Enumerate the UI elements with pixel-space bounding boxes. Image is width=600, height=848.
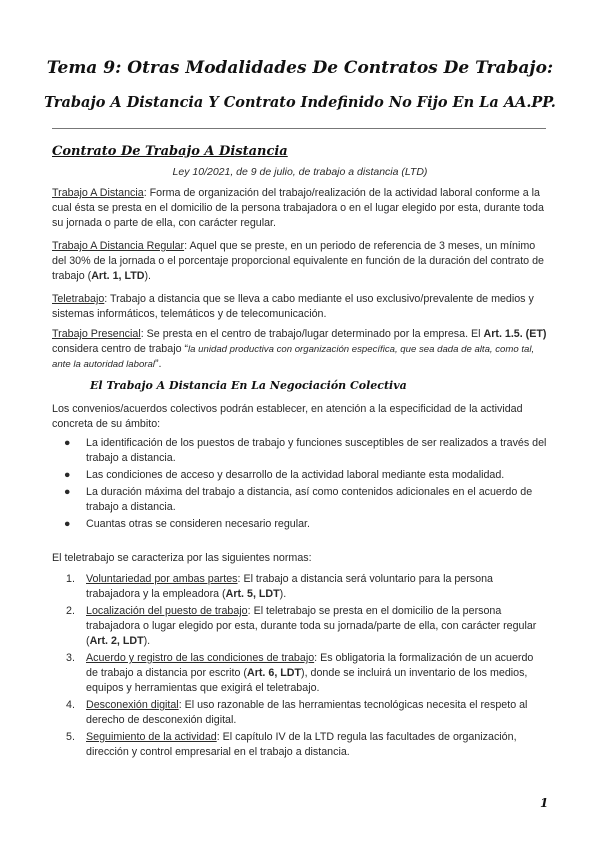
norms-intro: El teletrabajo se caracteriza por las siguientes normas: — [52, 552, 312, 564]
norm-tail: ), donde se incluirá un inventario de los medios, equipos y herramientas que exigirá el teletrabajo. — [86, 667, 528, 694]
definition-term: Trabajo Presencial — [52, 328, 141, 340]
definition-text: : Aquel que se preste, en un periodo de referencia de 3 meses, un mínimo del 30% de la jornada o el porcentaje proporcional equivalente en función de la duración del contrato de trabajo ( — [52, 240, 544, 282]
bullet-icon: ● — [64, 518, 71, 530]
list-number: 5. — [66, 731, 75, 743]
article-ref: Art. 2, LDT — [89, 635, 144, 647]
bullet-list — [52, 436, 548, 534]
definition-quote: la unidad productiva con organización específica, que sea dada de alta, como tal, ante la autoridad laboral — [52, 344, 535, 370]
list-number: 3. — [66, 652, 75, 664]
norm-text: : El teletrabajo se presta en el domicilio de la persona trabajadora o lugar elegido por esta, durante toda su jornada/parte de ella, con carácter regular ( — [86, 605, 537, 647]
document-subtitle: Trabajo A Distancia Y Contrato Indefinido No Fijo En La AA.PP. — [44, 94, 556, 111]
divider — [52, 128, 546, 129]
norm-term: Voluntariedad por ambas partes — [86, 573, 238, 585]
norm-text: : Es obligatoria la formalización de un acuerdo de trabajo a distancia por escrito ( — [86, 652, 534, 679]
list-number: 2. — [66, 605, 75, 617]
list-item-text: La duración máxima del trabajo a distancia, así como contenidos adicionales en el acuerdo de trabajo a distancia. — [86, 486, 533, 513]
article-ref: Art. 5, LDT — [225, 588, 280, 600]
definition-term: Teletrabajo — [52, 293, 105, 305]
list-item — [52, 730, 548, 760]
subsection-intro: Los convenios/acuerdos colectivos podrán establecer, en atención a la especificidad de la actividad concreta de su ámbito: — [52, 403, 523, 430]
norm-text: : El uso razonable de las herramientas tecnológicas necesita el respeto al derecho de desconexión digital. — [86, 699, 528, 726]
list-item-text: La identificación de los puestos de trabajo y funciones susceptibles de ser realizados a través del trabajo a distancia. — [86, 437, 547, 464]
article-ref: Art. 1.5. (ET) — [483, 328, 547, 340]
norm-tail: ). — [279, 588, 287, 600]
list-number: 4. — [66, 699, 75, 711]
list-item-text: Las condiciones de acceso y desarrollo de la actividad laboral mediante esta modalidad. — [86, 469, 505, 481]
list-item — [52, 698, 548, 728]
list-item — [52, 604, 548, 649]
norm-term: Acuerdo y registro de las condiciones de trabajo — [86, 652, 315, 664]
definition-text: : Trabajo a distancia que se lleva a cabo mediante el uso exclusivo/prevalente de medios y sistemas informáticos, telemáticos y de telecomunicación. — [52, 293, 534, 320]
list-item — [52, 436, 548, 466]
norm-term: Seguimiento de la actividad — [86, 731, 217, 743]
norm-term: Desconexión digital — [86, 699, 179, 711]
list-item — [52, 485, 548, 515]
subsection-heading: El Trabajo A Distancia En La Negociación Colectiva — [90, 379, 407, 392]
bullet-icon: ● — [64, 437, 71, 449]
article-ref: Art. 6, LDT — [247, 667, 302, 679]
numbered-list — [52, 572, 548, 762]
definition-trabajo-a-distancia — [52, 186, 548, 231]
definition-trabajo-presencial — [52, 327, 548, 372]
definition-trabajo-regular — [52, 239, 548, 284]
bullet-icon: ● — [64, 486, 71, 498]
list-item — [52, 468, 548, 483]
definition-teletrabajo — [52, 292, 548, 322]
list-number: 1. — [66, 573, 75, 585]
document-title: Tema 9: Otras Modalidades De Contratos De Trabajo: — [46, 58, 554, 78]
list-item — [52, 651, 548, 696]
section-heading: Contrato De Trabajo A Distancia — [52, 144, 288, 159]
norm-text: : El trabajo a distancia será voluntario para la persona trabajadora y la empleadora ( — [86, 573, 493, 600]
definition-term: Trabajo A Distancia — [52, 187, 144, 199]
norm-term: Localización del puesto de trabajo — [86, 605, 248, 617]
list-item — [52, 572, 548, 602]
list-item-text: Cuantas otras se consideren necesario regular. — [86, 518, 310, 530]
bullet-icon: ● — [64, 469, 71, 481]
article-ref: Art. 1, LTD — [91, 270, 145, 282]
law-reference: Ley 10/2021, de 9 de julio, de trabajo a distancia (LTD) — [172, 166, 428, 178]
page-number: 1 — [540, 796, 549, 810]
norm-text: : El capítulo IV de la LTD regula las facultades de organización, dirección y control empresarial en el trabajo a distancia. — [86, 731, 517, 758]
definition-text: : Forma de organización del trabajo/realización de la actividad laboral conforme a la cual ésta se presta en el domicilio de la persona trabajadora o en el lugar elegido por esta, durante toda su jornada o parte de ella, con carácter regular. — [52, 187, 544, 229]
norm-tail: ). — [143, 635, 151, 647]
list-item — [52, 517, 548, 532]
definition-tail: ”. — [154, 358, 162, 370]
definition-text-2: considera centro de trabajo “ — [52, 343, 189, 355]
definition-tail: ). — [144, 270, 151, 282]
definition-text: : Se presta en el centro de trabajo/lugar determinado por la empresa. El — [140, 328, 484, 340]
definition-term: Trabajo A Distancia Regular — [52, 240, 185, 252]
